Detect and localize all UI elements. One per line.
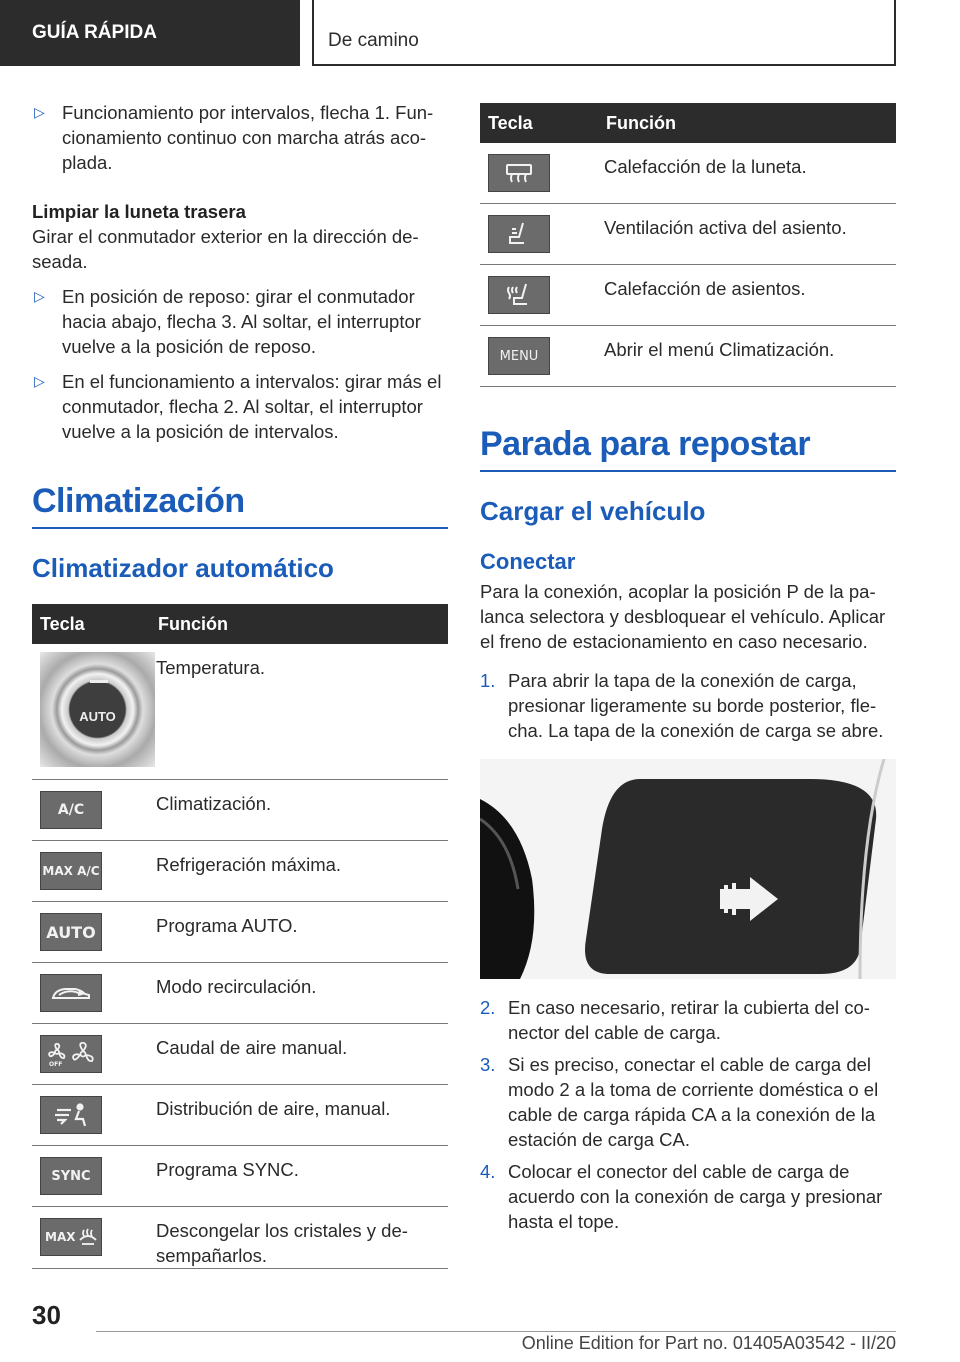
air-distribution-icon — [40, 1096, 102, 1134]
list-item: 3. Si es preciso, conectar el cable de carga del modo 2 a la toma de corriente doméstica o el cable de carga rápida CA a la conexión de la estación de carga CA. — [480, 1054, 879, 1150]
function-text: Calefacción de la luneta. — [604, 143, 896, 204]
connect-intro: Para la conexión, acoplar la posición P de la pa-lanca selectora y desbloquear el vehículo. Aplicar el freno de estacionamiento en caso necesario. — [480, 581, 886, 652]
table-row — [480, 204, 896, 265]
temperature-knob-image: AUTO — [40, 652, 155, 767]
function-text: Ventilación activa del asiento. — [604, 204, 896, 265]
triangle-bullet-icon: ▷ — [34, 104, 45, 120]
charge-heading: Cargar el vehículo — [480, 496, 706, 526]
minus-icon — [90, 680, 108, 683]
table-row — [32, 963, 448, 1024]
rear-wiper-list — [32, 284, 448, 444]
table-row — [32, 1207, 448, 1269]
list-item: ▷ En posición de reposo: girar el conmutador hacia abajo, flecha 3. Al soltar, el interruptor vuelve a la posición de reposo. — [34, 286, 421, 357]
table-row — [32, 902, 448, 963]
charging-flap-photo — [480, 759, 896, 979]
chapter-title: De camino — [328, 30, 419, 51]
climate-keys-table — [32, 604, 448, 1269]
list-item: 4. Colocar el conector del cable de carga de acuerdo con la conexión de carga y presionar hasta el tope. — [480, 1161, 883, 1232]
connect-heading: Conectar — [480, 549, 576, 574]
table-row — [480, 265, 896, 326]
table-row — [32, 1085, 448, 1146]
function-text: Caudal de aire manual. — [156, 1024, 448, 1085]
steps-list-continued — [480, 995, 896, 1234]
left-column — [32, 100, 448, 1269]
steps-list — [480, 668, 896, 743]
function-text: Refrigeración máxima. — [156, 841, 448, 902]
refuel-heading: Parada para repostar — [480, 425, 896, 472]
function-text: Climatización. — [156, 780, 448, 841]
function-text: Programa AUTO. — [156, 902, 448, 963]
table-header-key: Tecla — [32, 604, 156, 644]
edition-text: Online Edition for Part no. 01405A03542 - II/20 — [521, 1333, 896, 1353]
function-text: Temperatura. — [156, 644, 448, 780]
function-text: Abrir el menú Climatización. — [604, 326, 896, 387]
table-row — [32, 841, 448, 902]
seat-ventilation-icon — [488, 215, 550, 253]
recirculation-icon — [40, 974, 102, 1012]
table-row — [32, 644, 448, 780]
right-column — [480, 103, 896, 1241]
list-item: 2. En caso necesario, retirar la cubierta del co-nector del cable de carga. — [480, 997, 870, 1043]
table-row — [32, 1146, 448, 1207]
rear-defrost-icon — [488, 154, 550, 192]
footer-divider — [96, 1331, 896, 1332]
sync-button-image: SYNC — [40, 1157, 102, 1195]
table-row — [480, 143, 896, 204]
table-header-function: Función — [604, 103, 896, 143]
triangle-bullet-icon: ▷ — [34, 288, 45, 304]
table-header-key: Tecla — [480, 103, 604, 143]
function-text: Modo recirculación. — [156, 963, 448, 1024]
function-text: Calefacción de asientos. — [604, 265, 896, 326]
rear-wiper-heading: Limpiar la luneta trasera — [32, 201, 246, 222]
function-text: Distribución de aire, manual. — [156, 1085, 448, 1146]
function-text: Programa SYNC. — [156, 1146, 448, 1207]
function-text: Descongelar los cristales y de-sempañarlos. — [156, 1207, 448, 1269]
table-row — [32, 780, 448, 841]
max-ac-button-image: MAX A/C — [40, 852, 102, 890]
rear-wiper-text: Girar el conmutador exterior en la dirección de-seada. — [32, 226, 419, 272]
table-row — [480, 326, 896, 387]
list-item: ▷ En el funcionamiento a intervalos: girar más el conmutador, flecha 2. Al soltar, el interruptor vuelve a la posición de intervalos. — [34, 371, 442, 442]
table-header-function: Función — [156, 604, 448, 644]
seat-heating-icon — [488, 276, 550, 314]
list-item: 1. Para abrir la tapa de la conexión de carga, presionar ligeramente su borde posterior, fle-cha. La tapa de la conexión de carga se abre. — [480, 670, 884, 741]
ac-button-image: A/C — [40, 791, 102, 829]
svg-text:OFF: OFF — [49, 1061, 63, 1067]
list-item: ▷ Funcionamiento por intervalos, flecha 1. Fun-cionamiento continuo con marcha atrás aco-plada. — [34, 102, 434, 173]
page-number: 30 — [32, 1300, 61, 1330]
auto-button-image: AUTO — [40, 913, 102, 951]
fan-icon — [40, 1035, 102, 1073]
auto-climate-heading: Climatizador automático — [32, 553, 334, 583]
menu-button-image: MENU — [488, 337, 550, 375]
triangle-bullet-icon: ▷ — [34, 373, 45, 389]
comfort-keys-table — [480, 103, 896, 387]
section-tab: GUÍA RÁPIDA — [0, 0, 300, 66]
chapter-tab — [312, 0, 896, 66]
max-defrost-button-image: MAX — [40, 1218, 102, 1256]
climate-heading: Climatización — [32, 482, 448, 529]
table-row — [32, 1024, 448, 1085]
intro-list — [32, 100, 448, 175]
page-header — [0, 0, 960, 66]
